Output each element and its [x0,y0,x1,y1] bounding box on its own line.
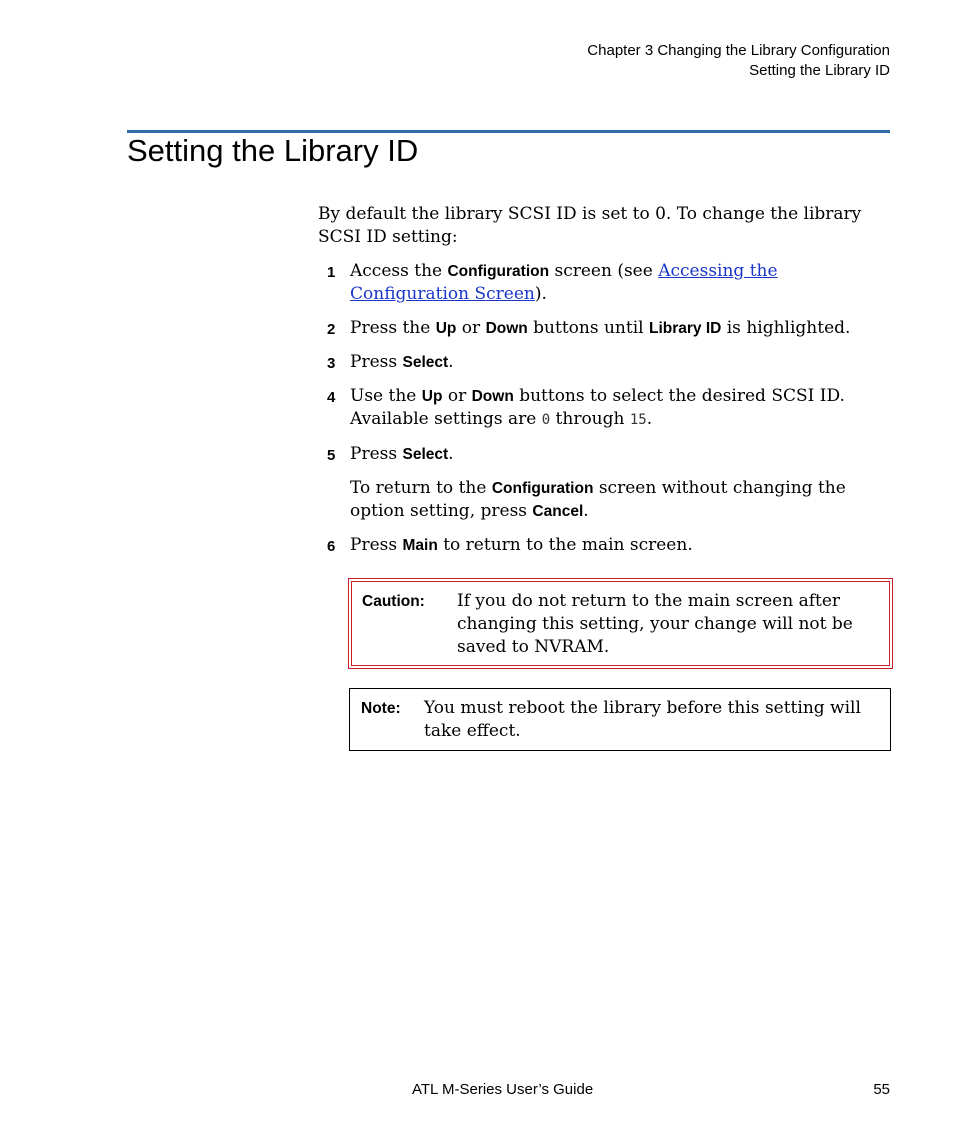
step-text: Press the [350,318,436,338]
step-text: . [448,444,454,464]
footer-title: ATL M-Series User’s Guide [412,1081,594,1098]
step-text: Access the [350,261,448,281]
step-text: to return to the main screen. [437,535,693,555]
step-text: . [448,352,454,372]
caution-text: If you do not return to the main screen after changing this setting, your change will not be saved to NVRAM. [457,591,853,657]
step-text: Press [350,535,403,555]
step-text: To return to the [350,478,492,498]
step-text: buttons to select the desired SCSI ID. Available settings are [350,386,845,429]
ui-term: Cancel [532,503,584,520]
ui-term: Select [402,354,449,371]
step-text: through [550,409,630,429]
ui-term: Library ID [648,320,722,337]
ui-term: Select [402,446,449,463]
ui-term: Down [485,320,528,337]
link-accessing-configuration-screen[interactable]: Accessing the Configuration Screen [350,261,778,304]
ui-term: Up [421,388,443,405]
step-5 [318,443,890,523]
step-text: ). [534,284,547,304]
steps-list [318,260,890,568]
code-value: 15 [629,412,647,428]
ui-term: Configuration [491,480,594,497]
ui-term: Up [435,320,457,337]
intro-paragraph: By default the library SCSI ID is set to 0. To change the library SCSI ID setting: [318,204,862,247]
step-number: 2 [327,321,336,338]
step-number: 1 [327,264,336,281]
step-3 [318,351,890,374]
ui-term: Configuration [447,263,550,280]
header-section: Setting the Library ID [749,62,890,79]
step-number: 6 [327,538,336,555]
step-2 [318,317,890,340]
caution-label: Caution: [362,593,425,610]
step-6 [318,534,890,557]
running-header [587,41,890,81]
step-text: . [583,501,589,521]
page-number: 55 [873,1081,890,1098]
step-number: 4 [327,389,336,406]
step-text: Use the [350,386,422,406]
note-text: You must reboot the library before this setting will take effect. [424,698,861,741]
step-text: is highlighted. [721,318,851,338]
step-text: or [442,386,472,406]
step-5-followup [350,477,890,523]
step-text: screen without changing the option setting, press [350,478,846,521]
caution-inner-frame [351,581,890,666]
step-text: or [456,318,486,338]
note-label: Note: [361,700,401,717]
step-text: screen (see [549,261,659,281]
step-text: buttons until [527,318,649,338]
header-chapter: Chapter 3 Changing the Library Configuration [587,42,890,59]
page-title: Setting the Library ID [127,133,419,168]
step-number: 5 [327,447,336,464]
code-value: 0 [541,412,551,428]
step-text: Press [350,444,403,464]
ui-term: Down [471,388,514,405]
caution-box [348,578,893,669]
step-number: 3 [327,355,336,372]
note-box [349,688,891,751]
step-1 [318,260,890,306]
step-4 [318,385,890,432]
step-text: . [646,409,653,429]
step-text: Press [350,352,403,372]
ui-term: Main [402,537,438,554]
